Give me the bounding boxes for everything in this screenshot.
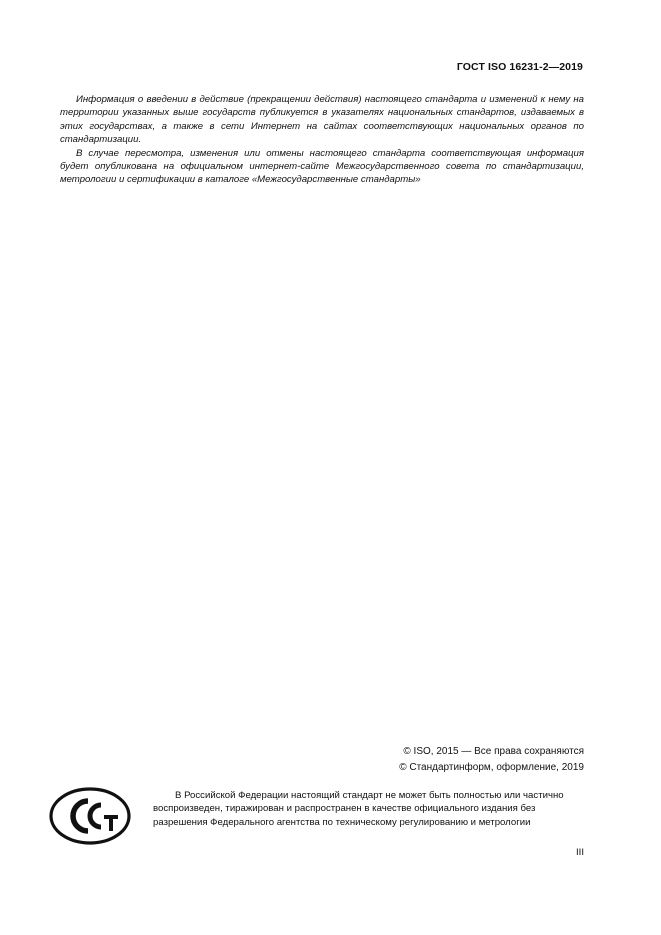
- page-number: III: [576, 847, 584, 858]
- standartinform-copyright: © Стандартинформ, оформление, 2019: [399, 762, 584, 773]
- rf-reproduction-notice: [153, 789, 585, 829]
- info-paragraph: Информация о введении в действие (прекращении действия) настоящего стандарта и изменений к нему на территории указанных выше государств публикуется в указателях национальных стандартов, издаваемых в этих государствах, а также в сети Интернет на сайтах соответствующих национальных органов по стандартизации.: [60, 94, 584, 146]
- gost-r-certification-mark-icon: [49, 787, 131, 845]
- document-code: ГОСТ ISO 16231-2—2019: [456, 61, 583, 73]
- iso-copyright: © ISO, 2015 — Все права сохраняются: [403, 746, 584, 757]
- rf-notice-text: В Российской Федерации настоящий стандарт не может быть полностью или частично воспроизведен, тиражирован и распространен в качестве официального издания без разрешения Федерального агентства по техническому регулированию и метрологии: [153, 790, 564, 828]
- info-block: [60, 93, 584, 187]
- info-paragraph: В случае пересмотра, изменения или отмены настоящего стандарта соответствующая информация будет опубликована на официальном интернет-сайте Межгосударственного совета по стандартизации, метрологии и сертификации в каталоге «Межгосударственные стандарты»: [60, 147, 584, 186]
- copyright-block: [399, 744, 584, 776]
